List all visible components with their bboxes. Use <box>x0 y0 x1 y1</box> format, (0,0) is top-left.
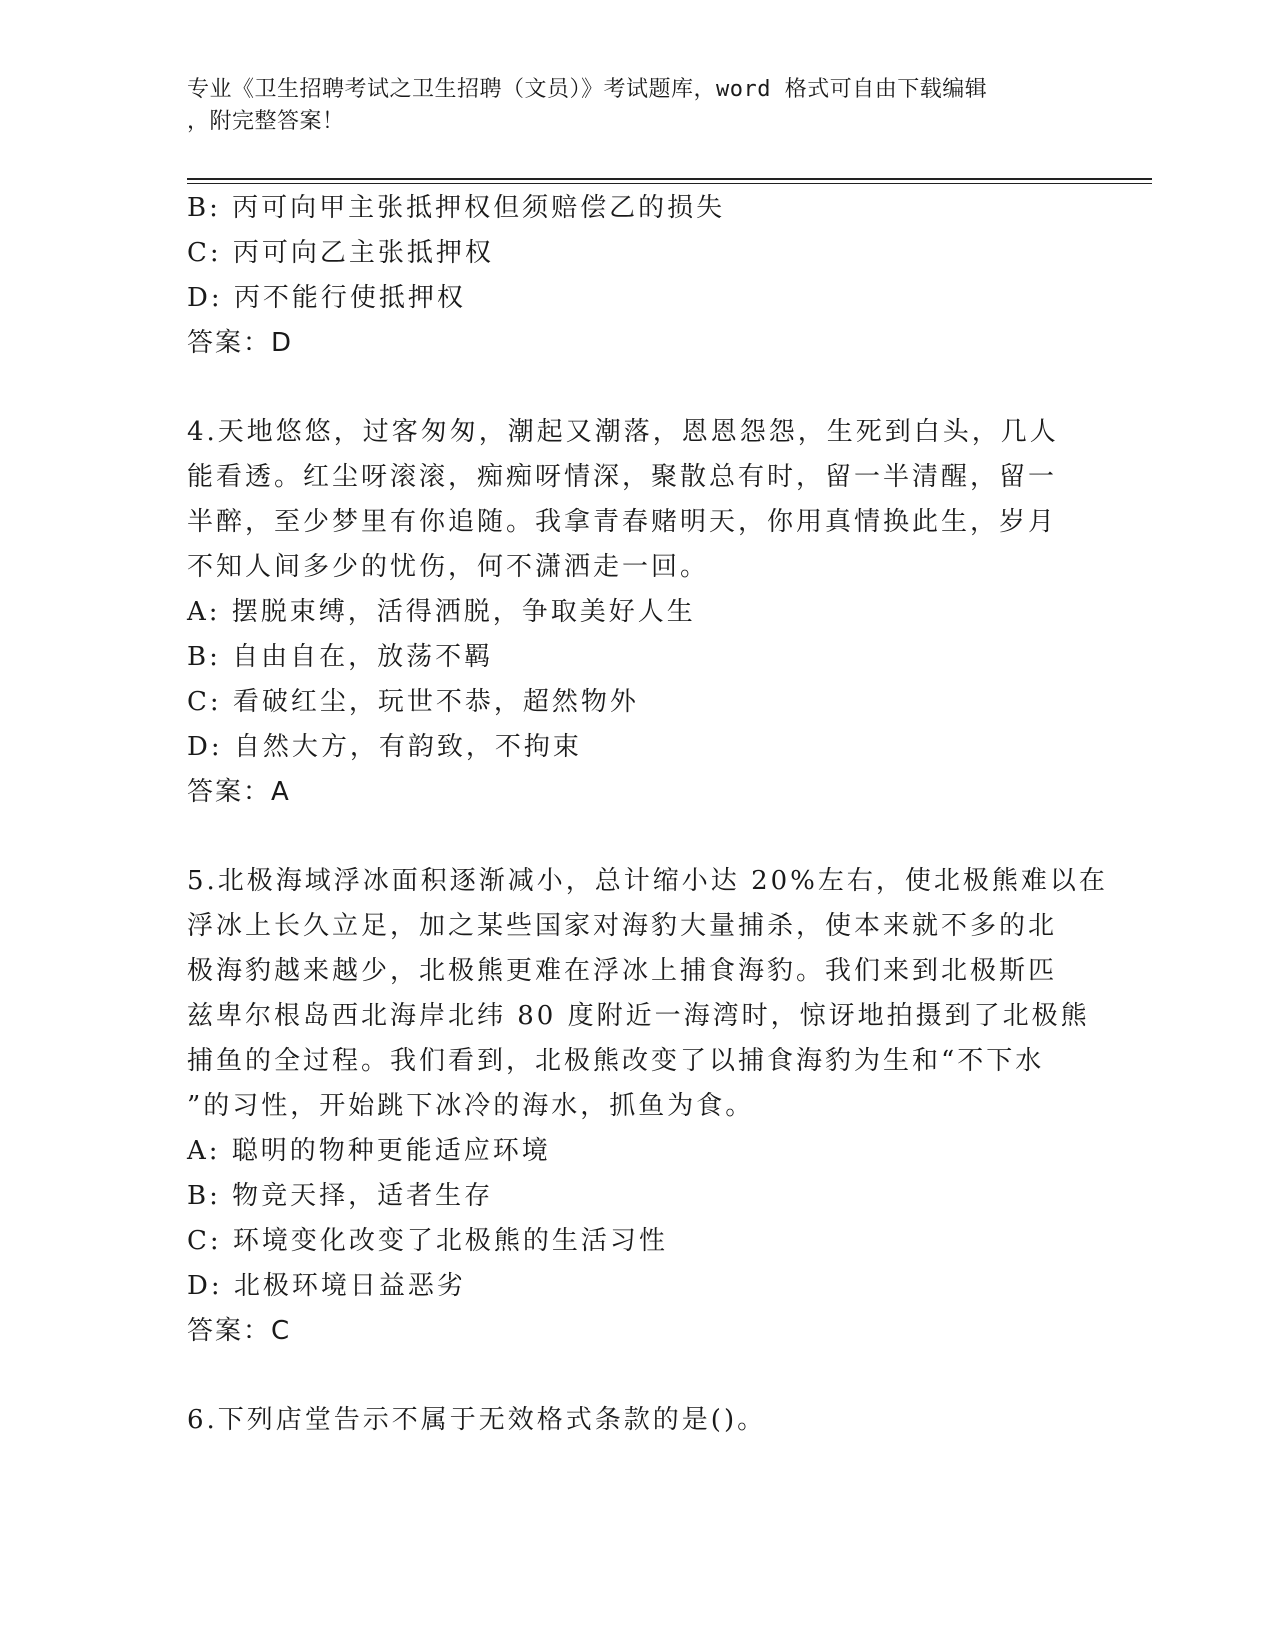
stem-line: 6.下列店堂告示不属于无效格式条款的是()。 <box>187 1405 767 1435</box>
stem-line: ”的习性，开始跳下冰冷的海水，抓鱼为食。 <box>187 1091 755 1121</box>
header-line-1: 专业《卫生招聘考试之卫生招聘（文员）》考试题库，word 格式可自由下载编辑 <box>187 77 988 102</box>
stem-line: 5.北极海域浮冰面积逐渐减小，总计缩小达 20%左右，使北极熊难以在 <box>187 866 1108 896</box>
stem-line: 浮冰上长久立足，加之某些国家对海豹大量捕杀，使本来就不多的北 <box>187 911 1058 941</box>
document-body <box>187 186 1108 1443</box>
option-a: A: 摆脱束缚，活得洒脱，争取美好人生 <box>187 597 696 627</box>
stem-line: 极海豹越来越少，北极熊更难在浮冰上捕食海豹。我们来到北极斯匹 <box>187 956 1058 986</box>
question-stem <box>187 859 1108 1129</box>
option-a: A: 聪明的物种更能适应环境 <box>187 1136 551 1166</box>
stem-line: 能看透。红尘呀滚滚，痴痴呀情深，聚散总有时，留一半清醒，留一 <box>187 462 1058 492</box>
option-c: C: 环境变化改变了北极熊的生活习性 <box>187 1226 668 1256</box>
option-d: D: 北极环境日益恶劣 <box>187 1271 466 1301</box>
option-d: D: 自然大方，有韵致，不拘束 <box>187 732 582 762</box>
stem-line: 不知人间多少的忧伤，何不潇洒走一回。 <box>187 552 710 582</box>
option-b: B: 丙可向甲主张抵押权但须赔偿乙的损失 <box>187 193 726 223</box>
question-stem <box>187 1398 1087 1443</box>
stem-line: 兹卑尔根岛西北海岸北纬 80 度附近一海湾时，惊讶地拍摄到了北极熊 <box>187 1001 1090 1031</box>
stem-line: 4.天地悠悠，过客匆匆，潮起又潮落，恩恩怨怨，生死到白头，几人 <box>187 417 1059 447</box>
header-divider-thin <box>187 183 1152 184</box>
option-c: C: 看破红尘，玩世不恭，超然物外 <box>187 687 639 717</box>
question-5 <box>187 859 1108 1354</box>
page-header <box>187 74 1067 138</box>
stem-line: 半醉，至少梦里有你追随。我拿青春赌明天，你用真情换此生，岁月 <box>187 507 1058 537</box>
question-4 <box>187 410 1087 815</box>
answer: 答案：D <box>187 328 294 358</box>
header-line-2: ，附完整答案！ <box>187 109 345 134</box>
header-divider-thick <box>187 178 1152 180</box>
option-c: C: 丙可向乙主张抵押权 <box>187 238 494 268</box>
option-b: B: 物竞天择，适者生存 <box>187 1181 494 1211</box>
answer: 答案：C <box>187 1316 292 1346</box>
question-3 <box>187 186 1087 366</box>
answer: 答案：A <box>187 777 291 807</box>
stem-line: 捕鱼的全过程。我们看到，北极熊改变了以捕食海豹为生和“不下水 <box>187 1046 1045 1076</box>
option-b: B: 自由自在，放荡不羁 <box>187 642 494 672</box>
question-stem <box>187 410 1087 590</box>
option-d: D: 丙不能行使抵押权 <box>187 283 466 313</box>
question-6 <box>187 1398 1087 1443</box>
